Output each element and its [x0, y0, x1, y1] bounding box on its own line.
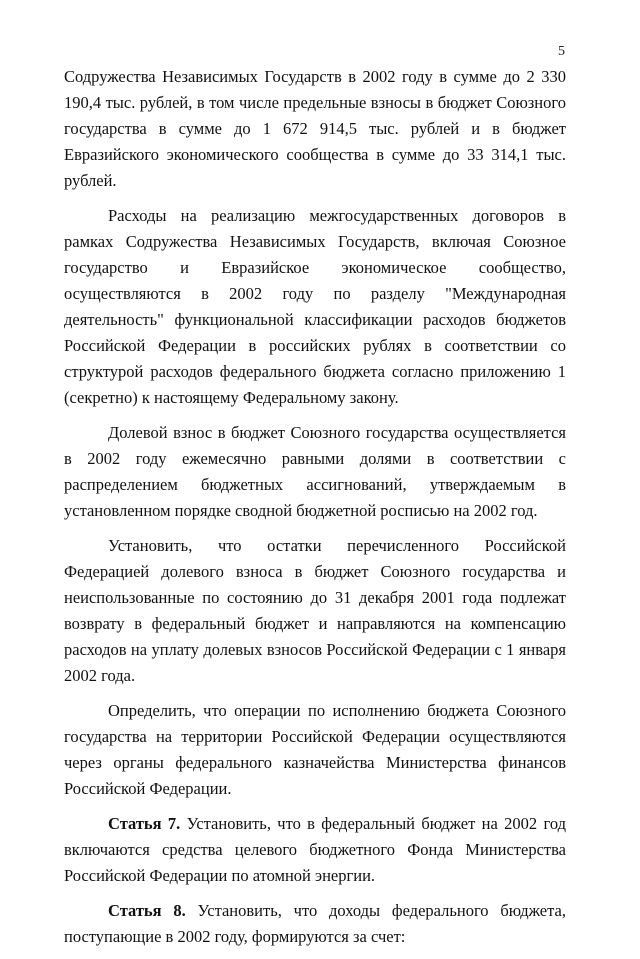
page-number: 5: [558, 44, 565, 59]
paragraph-interstate-expenses: Расходы на реализацию межгосударственных договоров в рамках Содружества Независимых Государств, включая Союзное государство и Евразийское экономическое сообщество, осуществляются в 2002 году по разделу "Международная деятельность" функциональной классификации расходов бюджетов Российской Федерации в российских рублях в соответствии со структурой расходов федерального бюджета согласно приложению 1 (секретно) к настоящему Федеральному закону.: [64, 206, 566, 407]
paragraph-remaining-balances: Установить, что остатки перечисленного Российской Федерацией долевого взноса в бюджет Союзного государства и неиспользованные по состоянию до 31 декабря 2001 года подлежат возврату в федеральный бюджет и направляются на компенсацию расходов на уплату долевых взносов Российской Федерации с 1 января 2002 года.: [64, 536, 566, 685]
article-8: [64, 898, 566, 950]
article-7: [64, 811, 566, 889]
article-8-label: Статья 8.: [108, 901, 186, 920]
article-7-label: Статья 7.: [108, 814, 181, 833]
paragraph-treasury-operations: Определить, что операции по исполнению бюджета Союзного государства на территории Российской Федерации осуществляются через органы федерального казначейства Министерства финансов Российской Федерации.: [64, 701, 566, 798]
document-body: [64, 64, 566, 959]
article-7-text: Установить, что в федеральный бюджет на 2002 год включаются средства целевого бюджетного Фонда Министерства Российской Федерации по атомной энергии.: [64, 814, 566, 885]
article-8-text: Установить, что доходы федерального бюджета, поступающие в 2002 году, формируются за счет:: [64, 901, 566, 946]
paragraph-continuation: Содружества Независимых Государств в 2002 году в сумме до 2 330 190,4 тыс. рублей, в том числе предельные взносы в бюджет Союзного государства в сумме до 1 672 914,5 тыс. рублей и в бюджет Евразийского экономического сообщества в сумме до 33 314,1 тыс. рублей.: [64, 67, 566, 190]
paragraph-share-contribution: Долевой взнос в бюджет Союзного государства осуществляется в 2002 году ежемесячно равными долями в соответствии с распределением бюджетных ассигнований, утверждаемым в установленном порядке сводной бюджетной росписью на 2002 год.: [64, 423, 566, 520]
